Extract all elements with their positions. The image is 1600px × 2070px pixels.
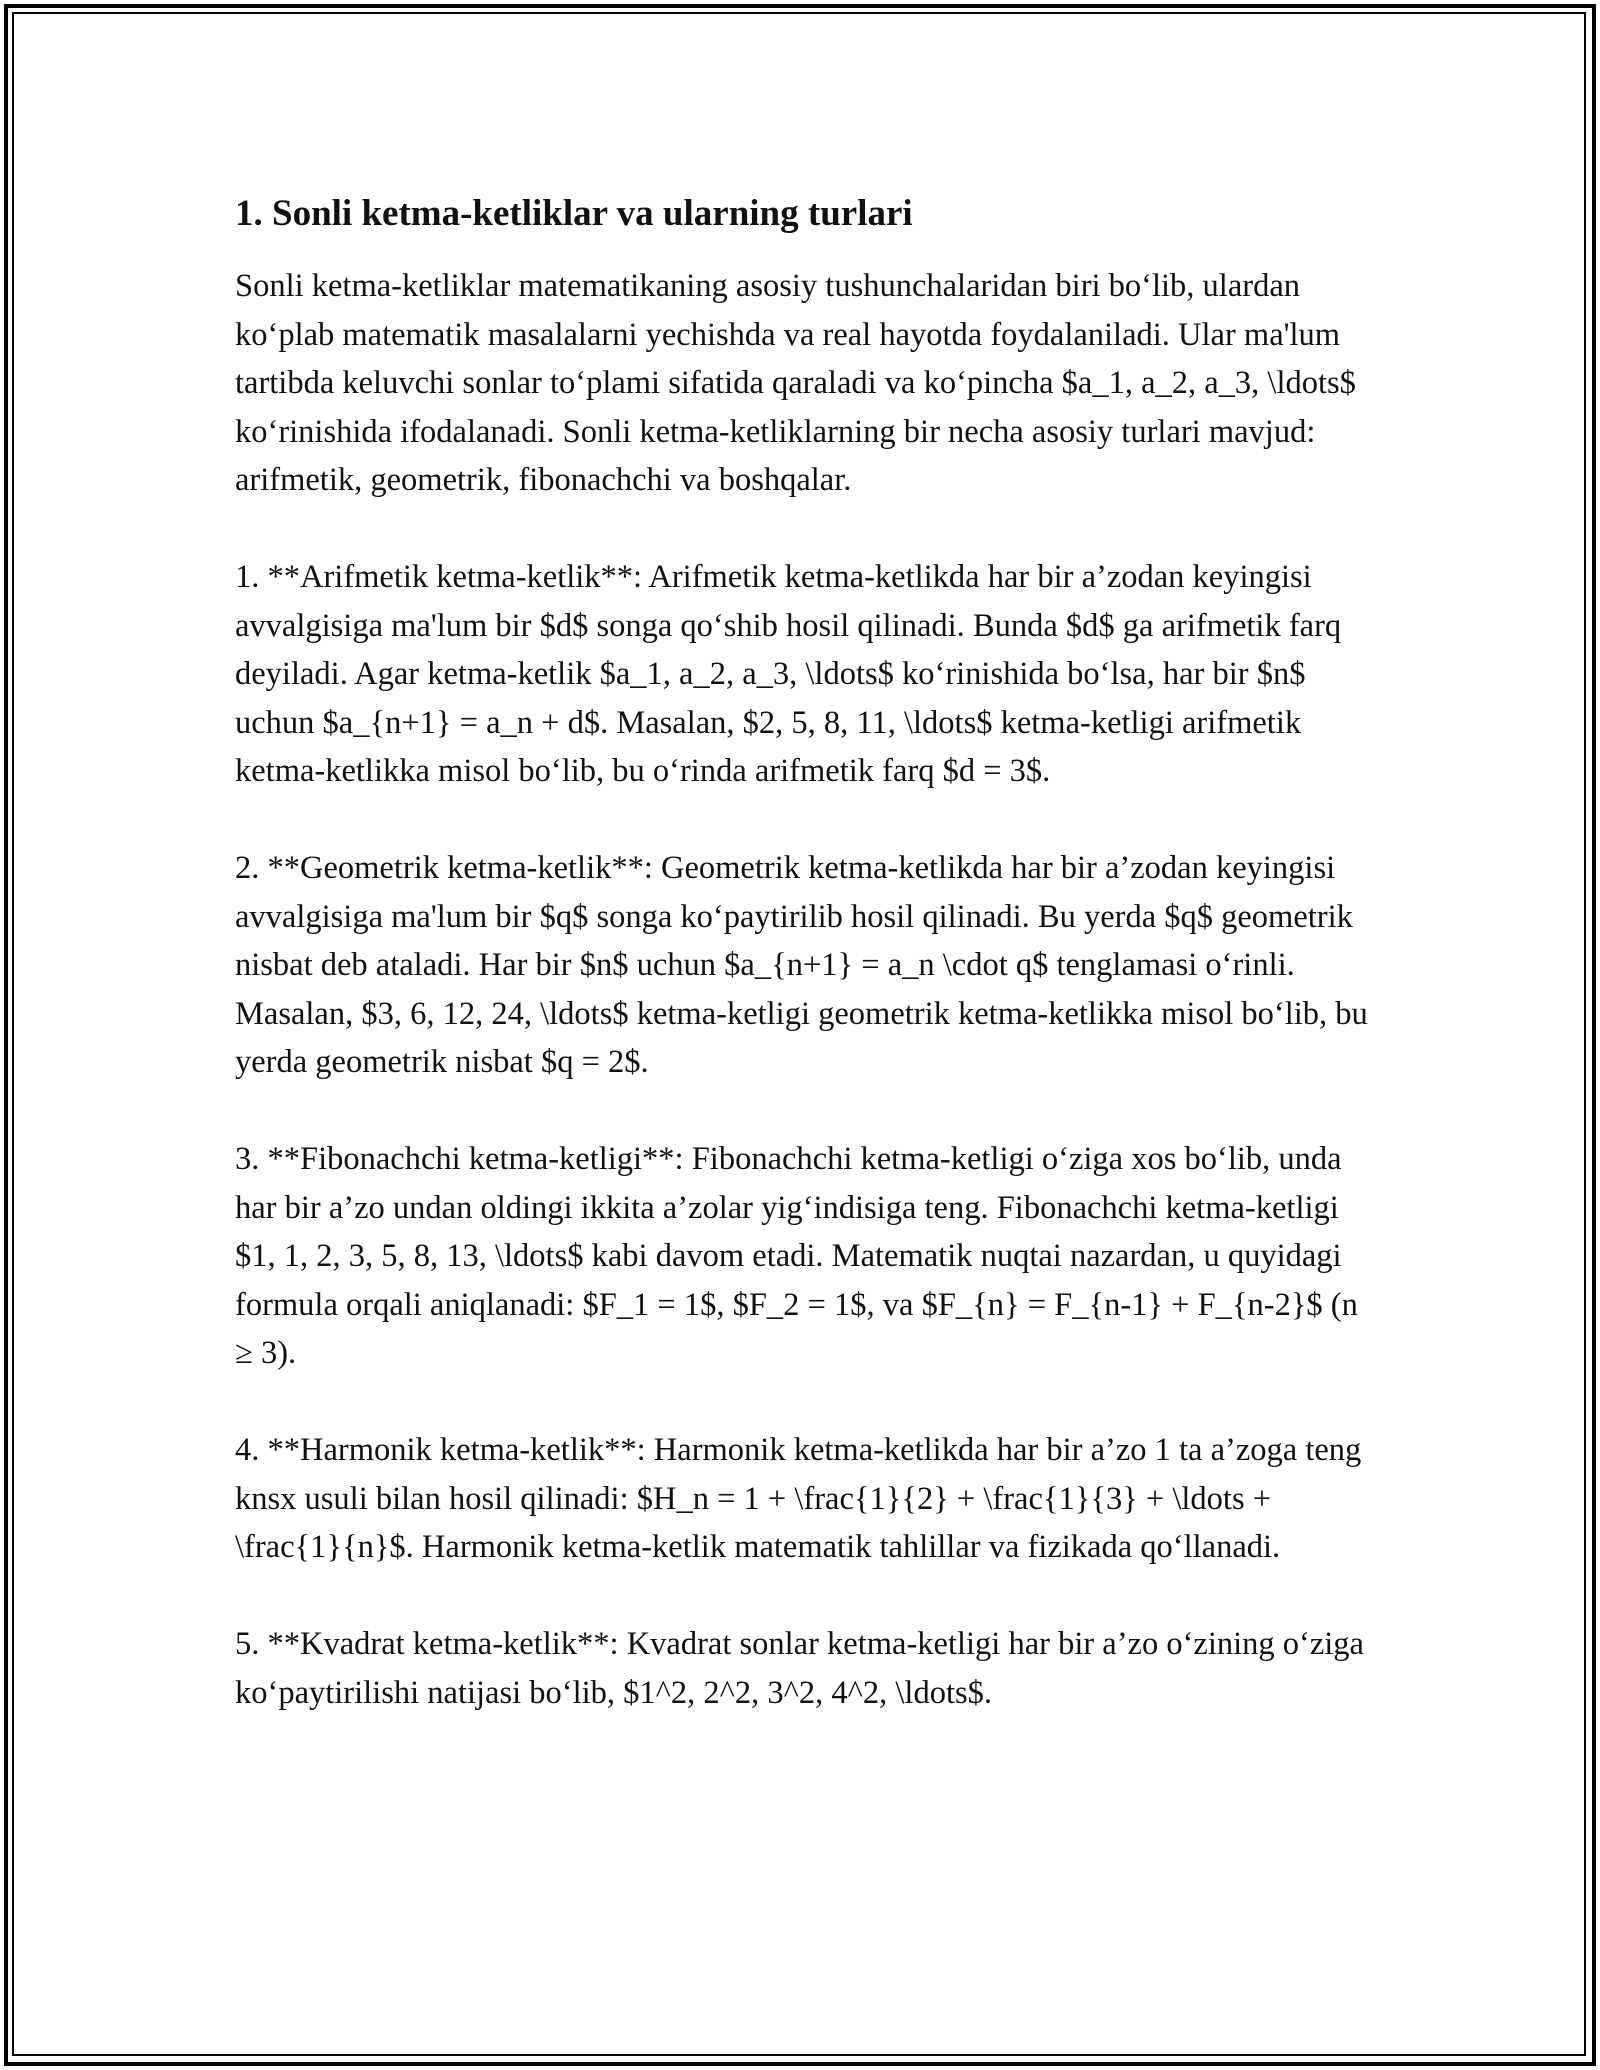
square-paragraph: 5. **Kvadrat ketma-ketlik**: Kvadrat sonlar ketma-ketligi har bir a’zo o‘zining o‘ziga ko‘paytirilishi natijasi bo‘lib, $1^2, 2^2, 3^2, 4^2, \ldots$.: [235, 1626, 1364, 1711]
fibonacci-paragraph: 3. **Fibonachchi ketma-ketligi**: Fibonachchi ketma-ketligi o‘ziga xos bo‘lib, unda har bir a’zo undan oldingi ikkita a’zolar yig‘indisiga teng. Fibonachchi ketma-ketligi $1, 1, 2, 3, 5, 8, 13, \ldots$ kabi davom etadi. Matematik nuqtai nazardan, u quyidagi formula orqali aniqlanadi: $F_1 = 1$, $F_2 = 1$, va $F_{n} = F_{n-1} + F_{n-2}$ (n ≥ 3).: [235, 1141, 1358, 1371]
harmonic-paragraph: 4. **Harmonik ketma-ketlik**: Harmonik ketma-ketlikda har bir a’zo 1 ta a’zoga teng knsx usuli bilan hosil qilinadi: $H_n = 1 + \frac{1}{2} + \frac{1}{3} + \ldots + \frac{1}{n}$. Harmonik ketma-ketlik matematik tahlillar va fizikada qo‘llanadi.: [235, 1432, 1362, 1565]
intro-paragraph: Sonli ketma-ketliklar matematikaning asosiy tushunchalaridan biri bo‘lib, ulardan ko‘plab matematik masalalarni yechishda va real hayotda foydalaniladi. Ular ma'lum tartibda keluvchi sonlar to‘plami sifatida qaraladi va ko‘pincha $a_1, a_2, a_3, \ldots$ ko‘rinishida ifodalanadi. Sonli ketma-ketliklarning bir necha asosiy turlari mavjud: arifmetik, geometrik, fibonachchi va boshqalar.: [235, 268, 1356, 498]
document-title: 1. Sonli ketma-ketliklar va ularning turlari: [235, 193, 913, 234]
document-body: [235, 188, 1370, 1717]
geometric-paragraph: 2. **Geometrik ketma-ketlik**: Geometrik ketma-ketlikda har bir a’zodan keyingisi avvalgisiga ma'lum bir $q$ songa ko‘paytirilib hosil qilinadi. Bu yerda $q$ geometrik nisbat deb ataladi. Har bir $n$ uchun $a_{n+1} = a_n \cdot q$ tenglamasi o‘rinli. Masalan, $3, 6, 12, 24, \ldots$ ketma-ketligi geometrik ketma-ketlikka misol bo‘lib, bu yerda geometrik nisbat $q = 2$.: [235, 850, 1368, 1080]
arithmetic-paragraph: 1. **Arifmetik ketma-ketlik**: Arifmetik ketma-ketlikda har bir a’zodan keyingisi avvalgisiga ma'lum bir $d$ songa qo‘shib hosil qilinadi. Bunda $d$ ga arifmetik farq deyiladi. Agar ketma-ketlik $a_1, a_2, a_3, \ldots$ ko‘rinishida bo‘lsa, har bir $n$ uchun $a_{n+1} = a_n + d$. Masalan, $2, 5, 8, 11, \ldots$ ketma-ketligi arifmetik ketma-ketlikka misol bo‘lib, bu o‘rinda arifmetik farq $d = 3$.: [235, 559, 1342, 789]
